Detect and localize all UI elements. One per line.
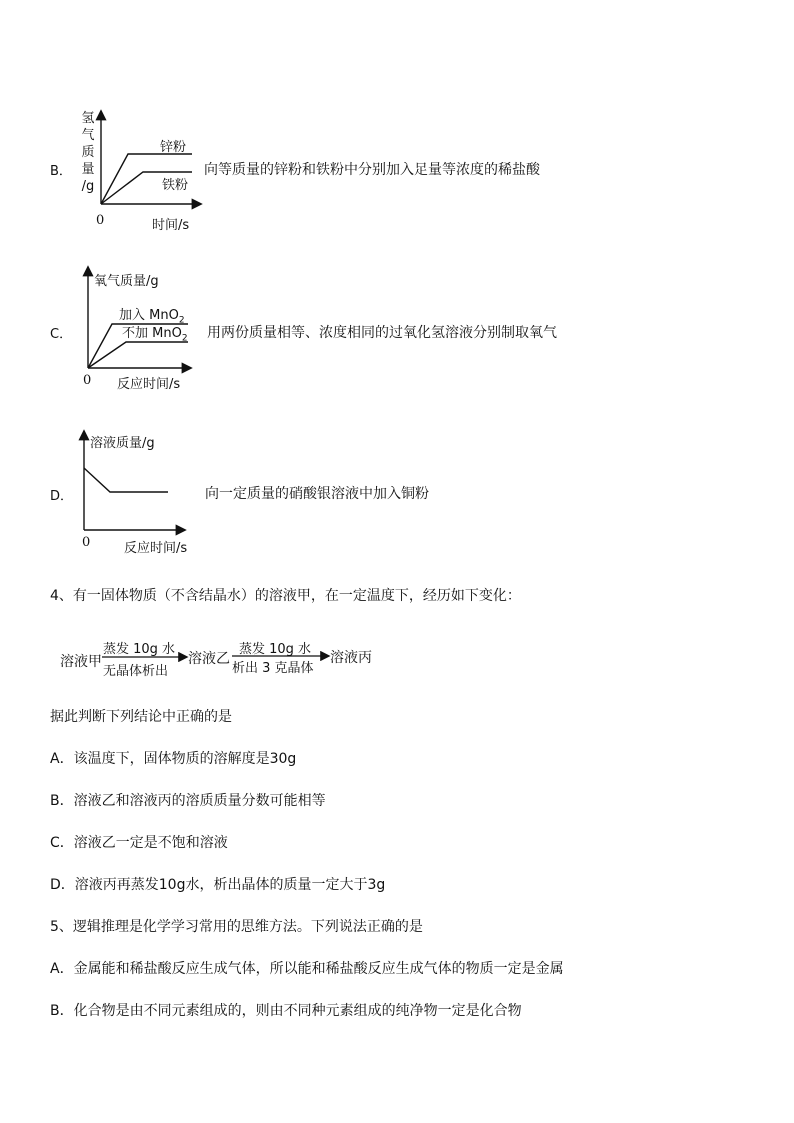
flow-end: 溶液丙 bbox=[330, 650, 372, 666]
option-b-x-axis-label: 时间/s bbox=[152, 218, 190, 233]
question-4-option-b: B．溶液乙和溶液丙的溶质质量分数可能相等 bbox=[50, 793, 326, 809]
option-b-iron-label: 铁粉 bbox=[162, 178, 189, 193]
option-c-origin: 0 bbox=[83, 373, 92, 388]
option-d-letter: D． bbox=[50, 489, 74, 504]
y-label-char: 氢 bbox=[81, 111, 95, 126]
y-label-char: /g bbox=[81, 179, 95, 194]
option-b-description: 向等质量的锌粉和铁粉中分别加入足量等浓度的稀盐酸 bbox=[204, 162, 540, 178]
question-4-stem: 4、有一固体物质（不含结晶水）的溶液甲，在一定温度下，经历如下变化： bbox=[50, 588, 521, 604]
with-mno2-text: 加入 MnO bbox=[119, 308, 179, 323]
subscript-2: 2 bbox=[178, 315, 185, 326]
y-label-char: 量 bbox=[81, 162, 95, 177]
option-c-description: 用两份质量相等、浓度相同的过氧化氢溶液分别制取氧气 bbox=[207, 325, 557, 341]
option-c-letter: C． bbox=[50, 327, 73, 342]
question-4-option-d: D．溶液丙再蒸发10g水，析出晶体的质量一定大于3g bbox=[50, 877, 386, 893]
subscript-2: 2 bbox=[181, 333, 188, 344]
question-5-option-a: A．金属能和稀盐酸反应生成气体，所以能和稀盐酸反应生成气体的物质一定是金属 bbox=[50, 961, 564, 977]
question-4-prompt: 据此判断下列结论中正确的是 bbox=[50, 709, 232, 725]
without-mno2-text: 不加 MnO bbox=[122, 326, 182, 341]
question-4-option-c: C．溶液乙一定是不饱和溶液 bbox=[50, 835, 228, 851]
flow-start: 溶液甲 bbox=[60, 654, 102, 670]
y-label-char: 气 bbox=[81, 128, 95, 143]
option-b-origin: 0 bbox=[96, 213, 105, 228]
option-d-x-axis-label: 反应时间/s bbox=[124, 541, 188, 556]
flow-step2-bottom: 析出 3 克晶体 bbox=[232, 661, 314, 676]
question-4-option-a: A．该温度下，固体物质的溶解度是30g bbox=[50, 751, 297, 767]
flow-step1-bottom: 无晶体析出 bbox=[103, 664, 169, 679]
option-d-description: 向一定质量的硝酸银溶液中加入铜粉 bbox=[205, 486, 429, 502]
flow-step1-top: 蒸发 10g 水 bbox=[103, 642, 176, 657]
option-c-x-axis-label: 反应时间/s bbox=[117, 377, 181, 392]
option-c-y-axis-label: 氧气质量/g bbox=[94, 274, 159, 289]
flow-step2-top: 蒸发 10g 水 bbox=[239, 642, 312, 657]
question-5-option-b: B．化合物是由不同元素组成的，则由不同种元素组成的纯净物一定是化合物 bbox=[50, 1003, 522, 1019]
option-d-origin: 0 bbox=[82, 535, 91, 550]
question-5-stem: 5、逻辑推理是化学学习常用的思维方法。下列说法正确的是 bbox=[50, 919, 423, 935]
flow-middle: 溶液乙 bbox=[188, 651, 230, 667]
y-label-char: 质 bbox=[81, 145, 95, 160]
option-b-zinc-label: 锌粉 bbox=[160, 140, 187, 155]
option-b-letter: B． bbox=[50, 164, 72, 179]
option-d-y-axis-label: 溶液质量/g bbox=[90, 436, 155, 451]
